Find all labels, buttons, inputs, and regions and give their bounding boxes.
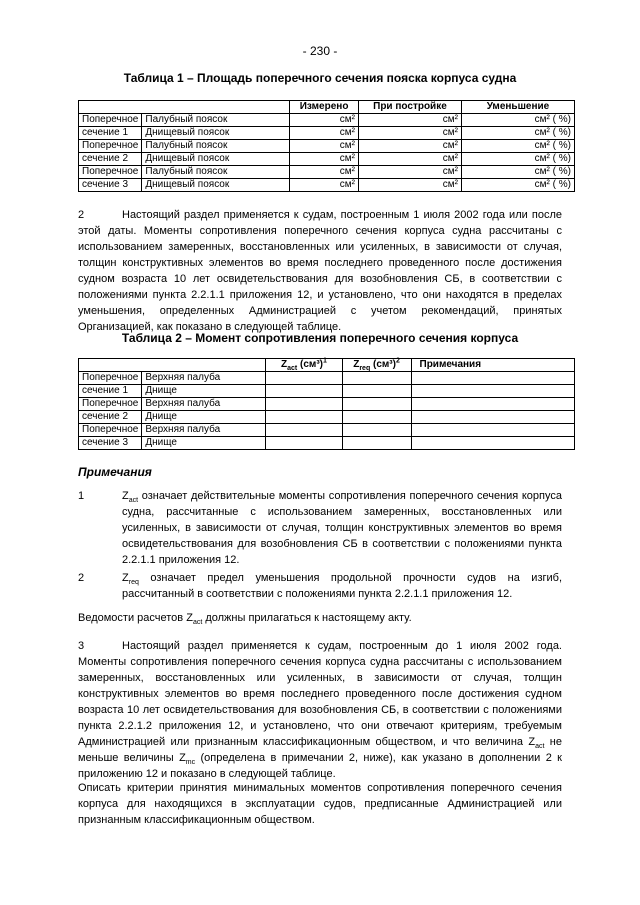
table1-section-cell: сечение 2	[79, 153, 142, 166]
paragraph-text: Настоящий раздел применяется к судам, построенным 1 июля 2002 года или после этой даты. Моменты сопротивления поперечного сечения корпуса судна рассчитаны с использованием замеренных, восстановленных или усиленных, в зависимости от случая, толщин конструктивных элементов во время последнего проведенного после достижения судном возраста 10 лет освидетельствования для возобновления СБ, в соответствии с положениями пункта 2.2.1.1 приложения 12, и установлено, что они находятся в пределах уменьшения, определенных Администрацией с учетом рекомендаций, принятых Организацией, как показано в следующей таблице.	[78, 209, 562, 333]
table-row	[79, 179, 575, 192]
table2-part-cell: Верхняя палуба	[142, 372, 266, 385]
table2-notes-cell	[411, 385, 575, 398]
table-row	[79, 398, 575, 411]
table2-header-row	[79, 359, 575, 372]
table1-built-cell: см²	[358, 127, 461, 140]
table1-reduction-cell: см² ( %)	[461, 114, 574, 127]
note-1	[78, 488, 562, 568]
table2-part-cell: Днище	[142, 385, 266, 398]
table1-section-cell: Поперечное	[79, 114, 142, 127]
table1-measured-cell: см²	[290, 179, 359, 192]
table2-notes-cell	[411, 437, 575, 450]
table-row	[79, 127, 575, 140]
paragraph-number: 2	[78, 209, 85, 221]
table1-built-cell: см²	[358, 166, 461, 179]
table-row	[79, 411, 575, 424]
table1-belt-cell: Днищевый поясок	[142, 127, 290, 140]
table1-built-cell: см²	[358, 114, 461, 127]
table2-zact-cell	[266, 398, 342, 411]
table1-header-blank	[79, 101, 142, 114]
table2-header-zreq: $Z_{req}$ $(см^3)^2$	[342, 359, 411, 372]
table2-notes-cell	[411, 372, 575, 385]
table2-zreq-cell	[342, 411, 411, 424]
table1-header-reduction: Уменьшение	[461, 101, 574, 114]
table-row	[79, 140, 575, 153]
table2-notes-cell	[411, 424, 575, 437]
table1-measured-cell: см²	[290, 140, 359, 153]
note-text: $Z_{req}$ означает предел уменьшения продольной прочности судов на изгиб, рассчитанный в соответствии с положениями пункта 2.2.1.1 приложения 12.	[122, 572, 562, 600]
table2-part-cell: Днище	[142, 411, 266, 424]
table2-header-blank	[79, 359, 142, 372]
closing-paragraph: Описать критерии принятия минимальных моментов сопротивления поперечного сечения корпуса для находящихся в эксплуатации судов, предписанные Администрацией или признанным классификационным обществом.	[78, 782, 562, 826]
statement: Ведомости расчетов $Z_{act}$ должны прилагаться к настоящему акту.	[78, 612, 412, 627]
table1-section-cell: Поперечное	[79, 166, 142, 179]
table1-reduction-cell: см² ( %)	[461, 127, 574, 140]
table2-section-cell: Поперечное	[79, 372, 142, 385]
table-row	[79, 372, 575, 385]
paragraph-3: 3 Настоящий раздел применяется к судам, построенным до 1 июля 2002 года. Моменты сопротивления поперечного сечения корпуса судна рассчитаны с использованием замеренных, восстановленных или усиленных, в зависимости от случая, толщин конструктивных элементов во время последнего проведенного после достижения судном возраста 10 лет освидетельствования для возобновления СБ, в соответствии с положениями пункта 2.2.1.2 приложения 12, и установлено, что они отвечают критериям, требуемым Администрацией или признанным классификационным обществом, и что величина $Z_{act}$ не меньше величины $Z_{mc}$ (определена в примечании 2, ниже), как указано в дополнении 2 к приложению 12 и показано в следующей таблице.	[78, 640, 562, 780]
table1	[78, 100, 575, 192]
table1-measured-cell: см²	[290, 153, 359, 166]
table1-header-built: При постройке	[358, 101, 461, 114]
table2-zreq-cell	[342, 424, 411, 437]
page-number: - 230 -	[302, 44, 338, 58]
table-row	[79, 153, 575, 166]
table1-built-cell: см²	[358, 153, 461, 166]
table1-built-cell: см²	[358, 179, 461, 192]
table1-section-cell: Поперечное	[79, 140, 142, 153]
table1-measured-cell: см²	[290, 127, 359, 140]
table2-part-cell: Днище	[142, 437, 266, 450]
table1-measured-cell: см²	[290, 114, 359, 127]
table2-zact-cell	[266, 385, 342, 398]
table2-zreq-cell	[342, 385, 411, 398]
table2	[78, 358, 575, 450]
table2-notes-cell	[411, 411, 575, 424]
table1-belt-cell: Палубный поясок	[142, 140, 290, 153]
table2-section-cell: сечение 1	[79, 385, 142, 398]
table2-section-cell: сечение 2	[79, 411, 142, 424]
table2-part-cell: Верхняя палуба	[142, 398, 266, 411]
table-row	[79, 437, 575, 450]
table2-title: Таблица 2 – Момент сопротивления поперечного сечения корпуса	[121, 331, 519, 345]
table1-header-measured: Измерено	[290, 101, 359, 114]
table-row	[79, 166, 575, 179]
note-text: $Z_{act}$ означает действительные моменты сопротивления поперечного сечения корпуса судна, рассчитанные с использованием замеренных, восстановленных или усиленных, в зависимости от случая, толщин конструктивных элементов во время освидетельствования для возобновления СБ в соответствии с положениями пункта 2.2.1.1 приложения 12.	[122, 490, 562, 566]
table1-belt-cell: Палубный поясок	[142, 114, 290, 127]
table1-belt-cell: Днищевый поясок	[142, 179, 290, 192]
table1-reduction-cell: см² ( %)	[461, 153, 574, 166]
table1-header-blank	[142, 101, 290, 114]
table1-built-cell: см²	[358, 140, 461, 153]
table1-belt-cell: Днищевый поясок	[142, 153, 290, 166]
paragraph-number: 3	[78, 640, 85, 652]
table2-section-cell: Поперечное	[79, 398, 142, 411]
table-row	[79, 385, 575, 398]
note-number: 2	[78, 572, 85, 584]
table2-zreq-cell	[342, 437, 411, 450]
table1-reduction-cell: см² ( %)	[461, 166, 574, 179]
notes-heading: Примечания	[78, 465, 152, 479]
table2-part-cell: Верхняя палуба	[142, 424, 266, 437]
table2-zact-cell	[266, 372, 342, 385]
table2-zact-cell	[266, 437, 342, 450]
table2-zreq-cell	[342, 398, 411, 411]
table1-belt-cell: Палубный поясок	[142, 166, 290, 179]
table1-header-row	[79, 101, 575, 114]
table2-section-cell: сечение 3	[79, 437, 142, 450]
table1-reduction-cell: см² ( %)	[461, 140, 574, 153]
table1-section-cell: сечение 1	[79, 127, 142, 140]
table1-reduction-cell: см² ( %)	[461, 179, 574, 192]
table1-section-cell: сечение 3	[79, 179, 142, 192]
table-row	[79, 424, 575, 437]
table2-section-cell: Поперечное	[79, 424, 142, 437]
table2-header-blank	[142, 359, 266, 372]
table2-header-zact: $Z_{act}$ $(см^3)^1$	[266, 359, 342, 372]
table2-zact-cell	[266, 424, 342, 437]
note-2	[78, 570, 562, 602]
table-row	[79, 114, 575, 127]
table2-notes-cell	[411, 398, 575, 411]
note-number: 1	[78, 490, 85, 502]
table2-zreq-cell	[342, 372, 411, 385]
table2-header-notes: Примечания	[411, 359, 575, 372]
table1-title: Таблица 1 – Площадь поперечного сечения пояска корпуса судна	[123, 71, 517, 85]
paragraph-2	[78, 207, 562, 335]
table2-zact-cell	[266, 411, 342, 424]
table1-measured-cell: см²	[290, 166, 359, 179]
